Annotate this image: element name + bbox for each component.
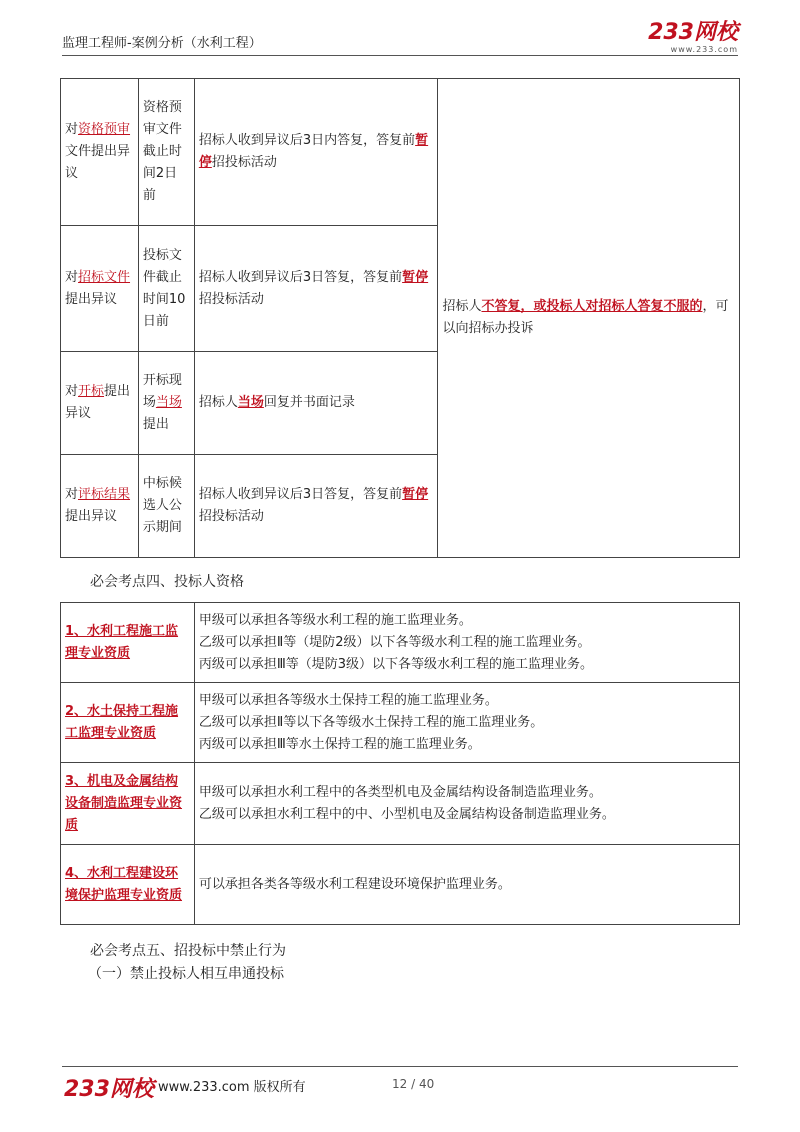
qualification-label: 2、水土保持工程施工监理专业资质: [61, 683, 195, 763]
objection-time-cell: [138, 455, 194, 558]
scope-line: 甲级可以承担水利工程中的各类型机电及金属结构设备制造监理业务。: [198, 784, 602, 800]
cell-text: 中标候选人公示期间: [142, 476, 182, 535]
table-row: [61, 683, 740, 763]
highlight-text: 暂停: [402, 269, 429, 285]
brand-logo[interactable]: [648, 22, 738, 54]
highlight-text: 不答复，或投标人对招标人答复不服的: [481, 299, 703, 314]
footer-divider: [62, 1066, 738, 1067]
scope-line: 丙级可以承担Ⅲ等水土保持工程的施工监理业务。: [198, 736, 481, 752]
qualification-scope-cell: [194, 845, 739, 925]
cell-text: 回复并书面记录: [263, 395, 355, 410]
cell-text: 投标文件截止时间10日前: [142, 247, 186, 329]
complaint-cell: [438, 79, 740, 558]
document-title: 监理工程师-案例分析（水利工程）: [62, 36, 262, 51]
scope-line: 丙级可以承担Ⅲ等（堤防3级）以下各等级水利工程的施工监理业务。: [198, 656, 594, 672]
scope-line: 乙级可以承担Ⅱ等（堤防2级）以下各等级水利工程的施工监理业务。: [198, 634, 591, 650]
header-divider: [62, 55, 738, 56]
qualification-scope-cell: [194, 763, 739, 845]
objection-subject-cell: [61, 455, 139, 558]
objection-subject-cell: [61, 226, 139, 352]
cell-text: 对: [65, 384, 79, 399]
cell-text: ，可以向招标办投诉: [442, 299, 729, 336]
cell-text: 提出异议: [65, 291, 118, 307]
footer-copyright: www.233.com 版权所有: [158, 1080, 306, 1095]
cell-text: 招标人收到异议后3日答复，答复前: [198, 269, 403, 285]
highlight-text: 当场: [237, 395, 264, 410]
objection-subject-cell: [61, 79, 139, 226]
highlight-text: 暂停: [402, 487, 429, 502]
highlight-text: 评标结果: [78, 487, 131, 502]
cell-text: 招投标活动: [198, 291, 264, 307]
qualification-table: [60, 602, 740, 925]
cell-text: 对: [65, 487, 79, 502]
table-row: [61, 845, 740, 925]
objection-time-cell: [138, 352, 194, 455]
scope-line: 甲级可以承担各等级水利工程的施工监理业务。: [198, 612, 472, 628]
cell-text: 对: [65, 122, 79, 137]
objection-response-cell: [194, 226, 438, 352]
cell-text: 招标人: [198, 395, 238, 410]
qualification-label: 1、水利工程施工监理专业资质: [61, 603, 195, 683]
scope-line: 乙级可以承担Ⅱ等以下各等级水土保持工程的施工监理业务。: [198, 714, 544, 730]
cell-text: 开标现场: [142, 373, 182, 410]
qualification-label: 4、水利工程建设环境保护监理专业资质: [61, 845, 195, 925]
table-row: [61, 763, 740, 845]
objection-time-cell: [138, 226, 194, 352]
cell-text: 招标人收到异议后3日答复，答复前: [198, 487, 403, 502]
highlight-text: 开标: [78, 384, 105, 399]
objection-response-cell: [194, 352, 438, 455]
table-row: [61, 79, 740, 226]
scope-line: 甲级可以承担各等级水土保持工程的施工监理业务。: [198, 692, 498, 708]
page-number: 12 / 40: [392, 1077, 435, 1091]
logo-text: 233网校: [648, 20, 738, 45]
cell-text: 提出异议: [65, 384, 131, 421]
cell-text: 提出异议: [65, 509, 118, 524]
highlight-text: 招标文件: [78, 269, 131, 285]
cell-text: 招投标活动: [198, 509, 264, 524]
highlight-text: 当场: [155, 395, 182, 410]
cell-text: 文件提出异议: [65, 144, 131, 181]
cell-text: 对: [65, 269, 79, 285]
logo-url: www.233.com: [670, 45, 738, 54]
cell-text: 招标人收到异议后3日内答复，答复前: [198, 133, 416, 148]
section-heading: 必会考点四、投标人资格: [90, 574, 244, 590]
footer-logo[interactable]: 233网校: [64, 1077, 154, 1102]
objection-response-cell: [194, 455, 438, 558]
table-row: [61, 603, 740, 683]
highlight-text: 资格预审: [78, 122, 131, 137]
cell-text: 提出: [142, 417, 169, 432]
qualification-scope-cell: [194, 683, 739, 763]
cell-text: 资格预审文件截止时间2日前: [142, 100, 182, 203]
objection-response-cell: [194, 79, 438, 226]
cell-text: 招投标活动: [211, 155, 277, 170]
objection-table: [60, 78, 740, 558]
section-heading: 必会考点五、招投标中禁止行为: [90, 943, 286, 959]
objection-time-cell: [138, 79, 194, 226]
highlight-text: 暂停: [198, 133, 429, 170]
objection-subject-cell: [61, 352, 139, 455]
cell-text: 招标人: [442, 299, 482, 314]
scope-line: 乙级可以承担水利工程中的中、小型机电及金属结构设备制造监理业务。: [198, 806, 615, 822]
subsection-heading: （一）禁止投标人相互串通投标: [88, 966, 284, 982]
qualification-label: 3、机电及金属结构设备制造监理专业资质: [61, 763, 195, 845]
scope-line: 可以承担各类各等级水利工程建设环境保护监理业务。: [198, 876, 511, 892]
qualification-scope-cell: [194, 603, 739, 683]
